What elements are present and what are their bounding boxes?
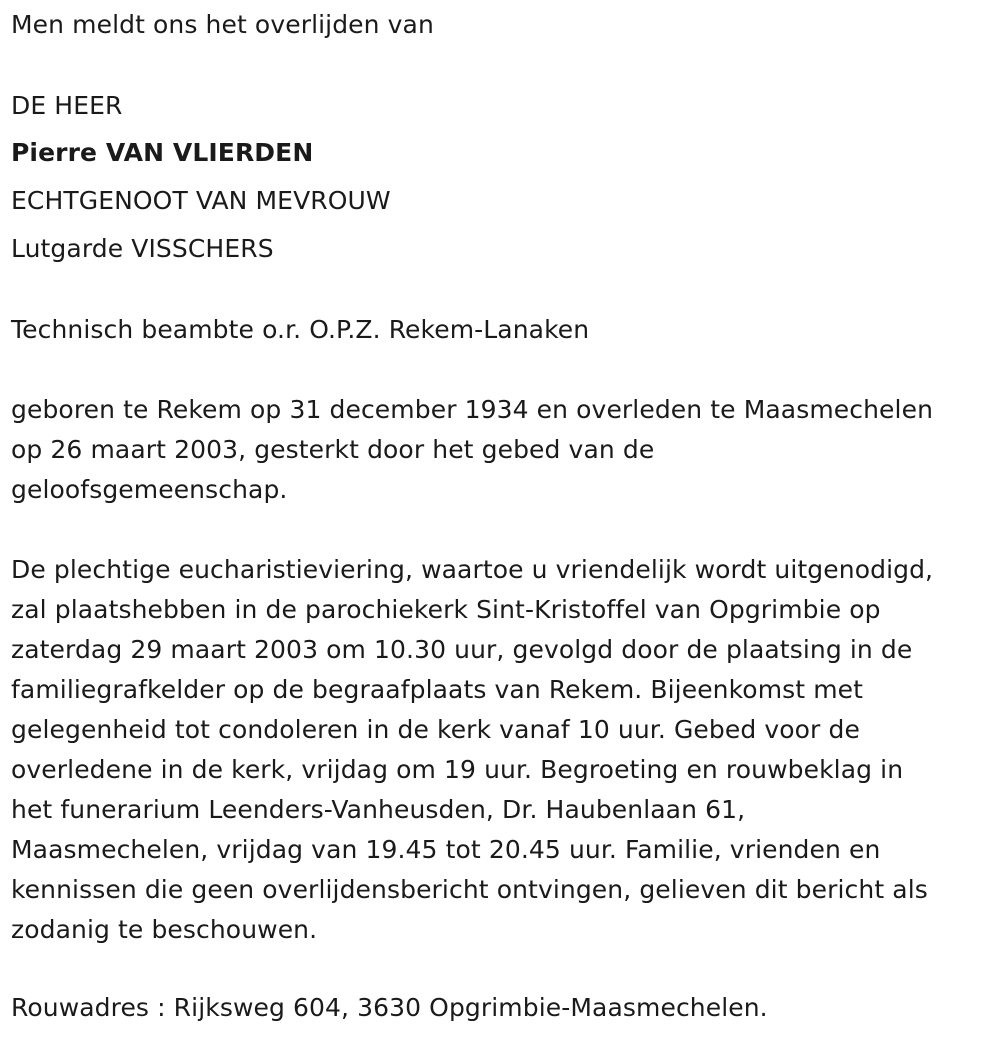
ceremony-line: De plechtige eucharistieviering, waartoe u vriendelijk wordt uitgenodigd, xyxy=(11,555,934,584)
spouse-title: ECHTGENOOT VAN MEVROUW xyxy=(11,186,391,215)
birth-death-line: geboren te Rekem op 31 december 1934 en overleden te Maasmechelen xyxy=(11,395,934,424)
ceremony-line: kennissen die geen overlijdensbericht ontvingen, gelieven dit bericht als xyxy=(11,875,928,904)
title-text: DE HEER xyxy=(11,91,123,120)
intro-text: Men meldt ons het overlijden van xyxy=(11,10,434,39)
ceremony-line: gelegenheid tot condoleren in de kerk vanaf 10 uur. Gebed voor de xyxy=(11,715,860,744)
ceremony-line: zal plaatshebben in de parochiekerk Sint-Kristoffel van Opgrimbie op xyxy=(11,595,881,624)
ceremony-line: het funerarium Leenders-Vanheusden, Dr. Haubenlaan 61, xyxy=(11,795,746,824)
ceremony-line: overledene in de kerk, vrijdag om 19 uur. Begroeting en rouwbeklag in xyxy=(11,755,904,784)
mourning-address: Rouwadres : Rijksweg 604, 3630 Opgrimbie-Maasmechelen. xyxy=(11,993,768,1022)
ceremony-line: zodanig te beschouwen. xyxy=(11,915,318,944)
occupation-text: Technisch beambte o.r. O.P.Z. Rekem-Lanaken xyxy=(11,315,590,344)
ceremony-line: Maasmechelen, vrijdag van 19.45 tot 20.45 uur. Familie, vrienden en xyxy=(11,835,881,864)
ceremony-line: familiegrafkelder op de begraafplaats van Rekem. Bijeenkomst met xyxy=(11,675,864,704)
deceased-name: Pierre VAN VLIERDEN xyxy=(11,138,314,167)
ceremony-line: zaterdag 29 maart 2003 om 10.30 uur, gevolgd door de plaatsing in de xyxy=(11,635,913,664)
birth-death-line: op 26 maart 2003, gesterkt door het gebed van de xyxy=(11,435,655,464)
birth-death-line: geloofsgemeenschap. xyxy=(11,475,288,504)
spouse-name: Lutgarde VISSCHERS xyxy=(11,234,274,263)
